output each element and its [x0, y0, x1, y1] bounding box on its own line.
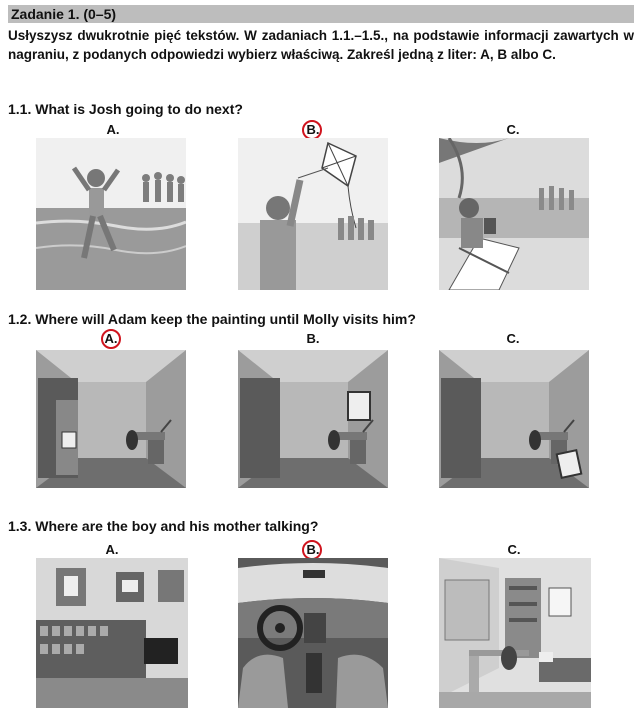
image-car-interior[interactable]	[238, 558, 388, 708]
task-title: Zadanie 1. (0–5)	[8, 5, 634, 23]
question-1-3	[8, 518, 318, 534]
image-boy-flying-kite[interactable]	[238, 138, 388, 290]
question-number: 1.1.	[8, 101, 32, 117]
option-1-2-b[interactable]: B.	[306, 331, 320, 346]
option-1-3-a[interactable]: A.	[105, 542, 119, 557]
option-1-3-b[interactable]: B.	[306, 542, 320, 557]
image-bedroom[interactable]	[439, 558, 591, 708]
image-bookshop[interactable]	[36, 558, 188, 708]
question-number: 1.3.	[8, 518, 32, 534]
image-boy-running-into-sea[interactable]	[36, 138, 186, 290]
option-1-1-c[interactable]: C.	[506, 122, 520, 137]
image-room-painting-in-wardrobe[interactable]	[36, 350, 186, 488]
question-1-1	[8, 101, 243, 117]
image-room-painting-by-desk[interactable]	[439, 350, 589, 488]
question-text: Where are the boy and his mother talking?	[35, 518, 319, 534]
option-1-1-a[interactable]: A.	[106, 122, 120, 137]
option-1-3-c[interactable]: C.	[507, 542, 521, 557]
question-number: 1.2.	[8, 311, 32, 327]
question-1-2	[8, 311, 416, 327]
image-room-painting-on-wall[interactable]	[238, 350, 388, 488]
option-1-2-c[interactable]: C.	[506, 331, 520, 346]
option-1-2-a[interactable]: A.	[104, 331, 118, 346]
image-boy-on-beach-chair[interactable]	[439, 138, 589, 290]
question-text: What is Josh going to do next?	[35, 101, 243, 117]
option-1-1-b[interactable]: B.	[306, 122, 320, 137]
question-text: Where will Adam keep the painting until Molly visits him?	[35, 311, 416, 327]
task-instructions: Usłyszysz dwukrotnie pięć tekstów. W zadaniach 1.1.–1.5., na podstawie informacji zawartych w nagraniu, z podanych odpowiedzi wybierz właściwą. Zakreśl jedną z liter: A, B albo C.	[8, 28, 634, 62]
